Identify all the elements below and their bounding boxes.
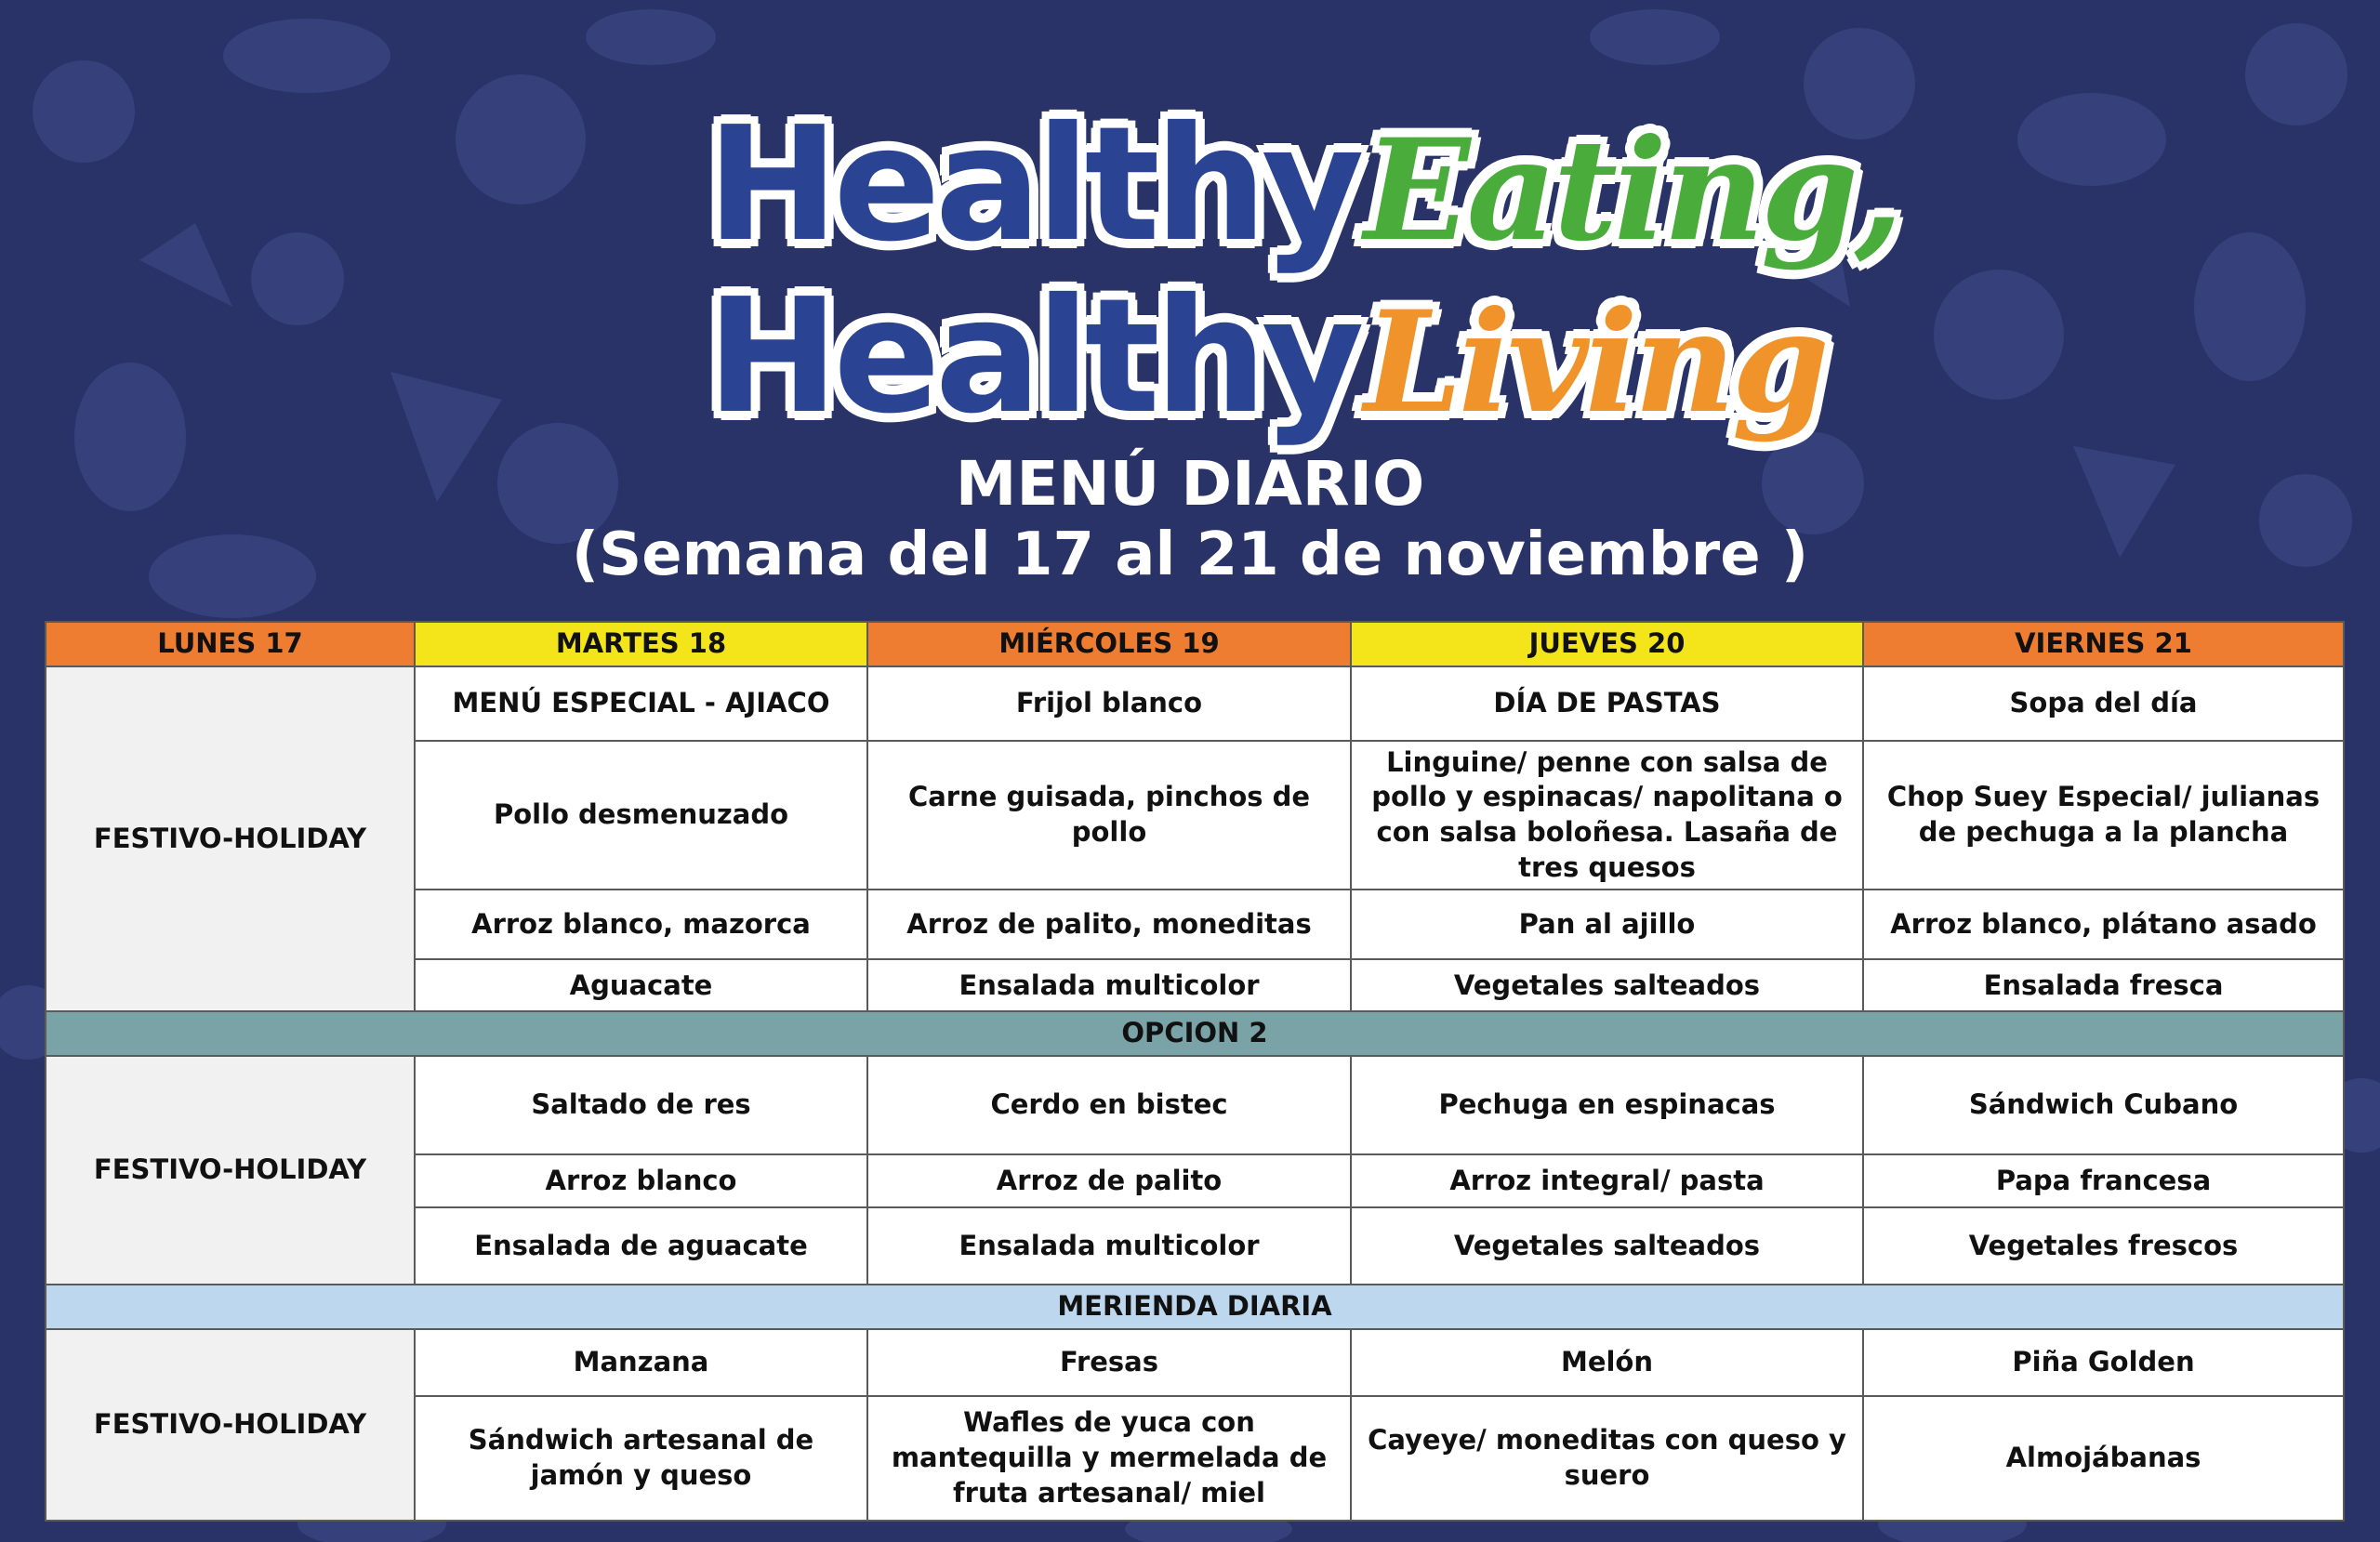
logo-word-living: Living [1364, 281, 1826, 444]
menu-cell: Aguacate [415, 959, 867, 1011]
logo-word-eating: Eating, [1364, 109, 1900, 272]
days-header-row [46, 622, 2344, 666]
option-2-band-row [46, 1011, 2344, 1056]
menu-cell: Arroz blanco, plátano asado [1863, 890, 2344, 959]
menu-cell: Carne guisada, pinchos de pollo [867, 741, 1351, 890]
menu-cell: Arroz de palito [867, 1154, 1351, 1207]
menu-cell: Fresas [867, 1329, 1351, 1396]
weekly-menu-table [45, 621, 2345, 1522]
menu-cell: Arroz blanco, mazorca [415, 890, 867, 959]
day-header-thursday: JUEVES 20 [1351, 622, 1863, 666]
menu-cell: Pechuga en espinacas [1351, 1056, 1863, 1154]
logo-word-healthy-1: Healthy [707, 93, 1359, 277]
menu-cell: Ensalada multicolor [867, 1207, 1351, 1285]
holiday-cell: FESTIVO-HOLIDAY [46, 666, 415, 1012]
menu-cell: Manzana [415, 1329, 867, 1396]
menu-cell: Sopa del día [1863, 666, 2344, 741]
menu-cell: Linguine/ penne con salsa de pollo y espinacas/ napolitana o con salsa boloñesa. Lasaña de tres quesos [1351, 741, 1863, 890]
day-header-monday: LUNES 17 [46, 622, 415, 666]
menu-cell: Saltado de res [415, 1056, 867, 1154]
menu-cell: Vegetales salteados [1351, 1207, 1863, 1285]
menu-cell: Arroz integral/ pasta [1351, 1154, 1863, 1207]
menu-cell: Almojábanas [1863, 1396, 2344, 1521]
day-header-tuesday: MARTES 18 [415, 622, 867, 666]
table-row [46, 1056, 2344, 1154]
menu-cell: Frijol blanco [867, 666, 1351, 741]
menu-cell: Ensalada de aguacate [415, 1207, 867, 1285]
holiday-cell: FESTIVO-HOLIDAY [46, 1056, 415, 1285]
week-range: (Semana del 17 al 21 de noviembre ) [571, 521, 1809, 589]
snack-band-row [46, 1285, 2344, 1329]
holiday-cell: FESTIVO-HOLIDAY [46, 1329, 415, 1521]
day-header-wednesday: MIÉRCOLES 19 [867, 622, 1351, 666]
menu-cell: Pan al ajillo [1351, 890, 1863, 959]
day-header-friday: VIERNES 21 [1863, 622, 2344, 666]
menu-cell: Arroz blanco [415, 1154, 867, 1207]
menu-cell: Ensalada fresca [1863, 959, 2344, 1011]
menu-cell: DÍA DE PASTAS [1351, 666, 1863, 741]
logo-word-healthy-2: Healthy [707, 265, 1359, 449]
logo-line-1 [707, 93, 1899, 277]
menu-cell: Vegetales salteados [1351, 959, 1863, 1011]
healthy-eating-logo [669, 93, 1900, 483]
menu-cell: Ensalada multicolor [867, 959, 1351, 1011]
menu-cell: Chop Suey Especial/ julianas de pechuga a la plancha [1863, 741, 2344, 890]
menu-cell: Vegetales frescos [1863, 1207, 2344, 1285]
snack-label: MERIENDA DIARIA [46, 1285, 2344, 1329]
menu-cell: MENÚ ESPECIAL - AJIACO [415, 666, 867, 741]
menu-cell: Melón [1351, 1329, 1863, 1396]
menu-cell: Sándwich artesanal de jamón y queso [415, 1396, 867, 1521]
option-2-label: OPCION 2 [46, 1011, 2344, 1056]
menu-cell: Cayeye/ moneditas con queso y suero [1351, 1396, 1863, 1521]
table-row [46, 1329, 2344, 1396]
menu-title: MENÚ DIARIO [955, 448, 1425, 520]
menu-cell: Cerdo en bistec [867, 1056, 1351, 1154]
menu-cell: Papa francesa [1863, 1154, 2344, 1207]
table-row [46, 666, 2344, 741]
menu-cell: Piña Golden [1863, 1329, 2344, 1396]
menu-cell: Sándwich Cubano [1863, 1056, 2344, 1154]
menu-cell: Pollo desmenuzado [415, 741, 867, 890]
menu-cell: Arroz de palito, moneditas [867, 890, 1351, 959]
logo-line-2 [707, 265, 1826, 449]
menu-cell: Wafles de yuca con mantequilla y mermelada de fruta artesanal/ miel [867, 1396, 1351, 1521]
